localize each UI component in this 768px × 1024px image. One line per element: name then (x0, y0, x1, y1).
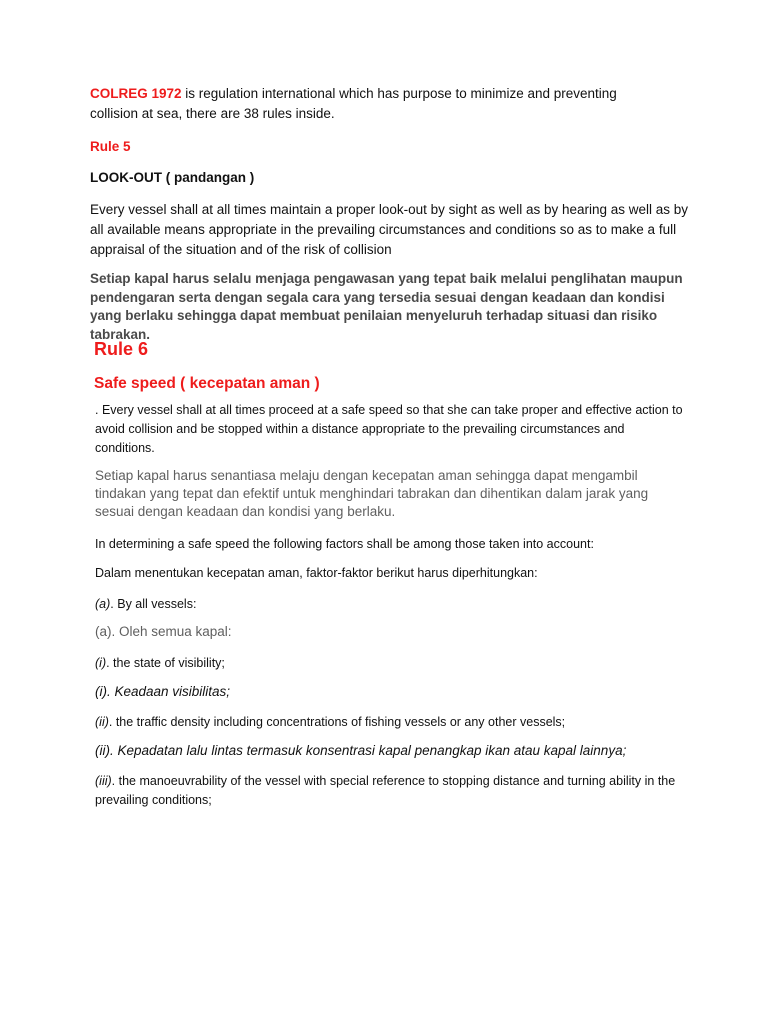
rule6-heading: Rule 6 (94, 339, 149, 359)
item-text: . By all vessels: (110, 597, 197, 611)
intro-text: is regulation international which has purpose to minimize and preventing collision at sea, there are 38 rules inside. (90, 86, 617, 121)
rule5-subheading: LOOK-OUT ( pandangan ) (90, 170, 255, 185)
intro-paragraph (90, 84, 650, 124)
item-text: . the manoeuvrability of the vessel with special reference to stopping distance and turning ability in the prevailing conditions; (95, 774, 676, 807)
item-marker: (iii) (95, 774, 112, 788)
rule6-paragraph-id: Setiap kapal harus senantiasa melaju dengan kecepatan aman sehingga dapat mengambil tindakan yang tepat dan efektif untuk menghindari tabrakan dan dihentikan dalam jarak yang sesuai dengan keadaan dan kondisi yang berlaku. (95, 468, 649, 519)
list-item (95, 654, 225, 672)
rule5-paragraph-en: Every vessel shall at all times maintain a proper look-out by sight as well as by hearing as well as by all available means appropriate in the prevailing circumstances and conditions so as to make a full appraisal of the situation and of the risk of collision (90, 202, 689, 257)
item-marker: (i) (95, 656, 107, 670)
rule5-paragraph-id: Setiap kapal harus selalu menjaga pengawasan yang tepat baik melalui penglihatan maupun pendengaran serta dengan segala cara yang tersedia sesuai dengan keadaan dan kondisi yang berlaku sehingga dapat membuat penilaian menyeluruh terhadap situasi dan risiko tabrakan. (90, 271, 683, 342)
list-item: (a). Oleh semua kapal: (95, 624, 232, 639)
item-marker: (ii) (95, 715, 109, 729)
item-text: . the traffic density including concentrations of fishing vessels or any other vessels; (108, 715, 566, 729)
list-item (95, 772, 685, 810)
list-item (95, 595, 196, 613)
determining-factors-en: In determining a safe speed the following factors shall be among those taken into account: (95, 537, 594, 551)
determining-factors-id: Dalam menentukan kecepatan aman, faktor-faktor berikut harus diperhitungkan: (95, 566, 538, 580)
rule5-heading: Rule 5 (90, 139, 131, 154)
rule6-subheading: Safe speed ( kecepatan aman ) (94, 375, 320, 392)
colreg-highlight: COLREG 1972 (90, 86, 182, 101)
item-marker: (a) (95, 597, 111, 611)
rule6-paragraph-en: . Every vessel shall at all times proceed at a safe speed so that she can take proper and effective action to avoid collision and be stopped within a distance appropriate to the prevailing circumstances and conditions. (95, 403, 683, 455)
item-text: . the state of visibility; (106, 656, 225, 670)
list-item: (ii). Kepadatan lalu lintas termasuk konsentrasi kapal penangkap ikan atau kapal lainnya; (95, 743, 627, 758)
list-item (95, 713, 565, 731)
list-item: (i). Keadaan visibilitas; (95, 684, 231, 699)
